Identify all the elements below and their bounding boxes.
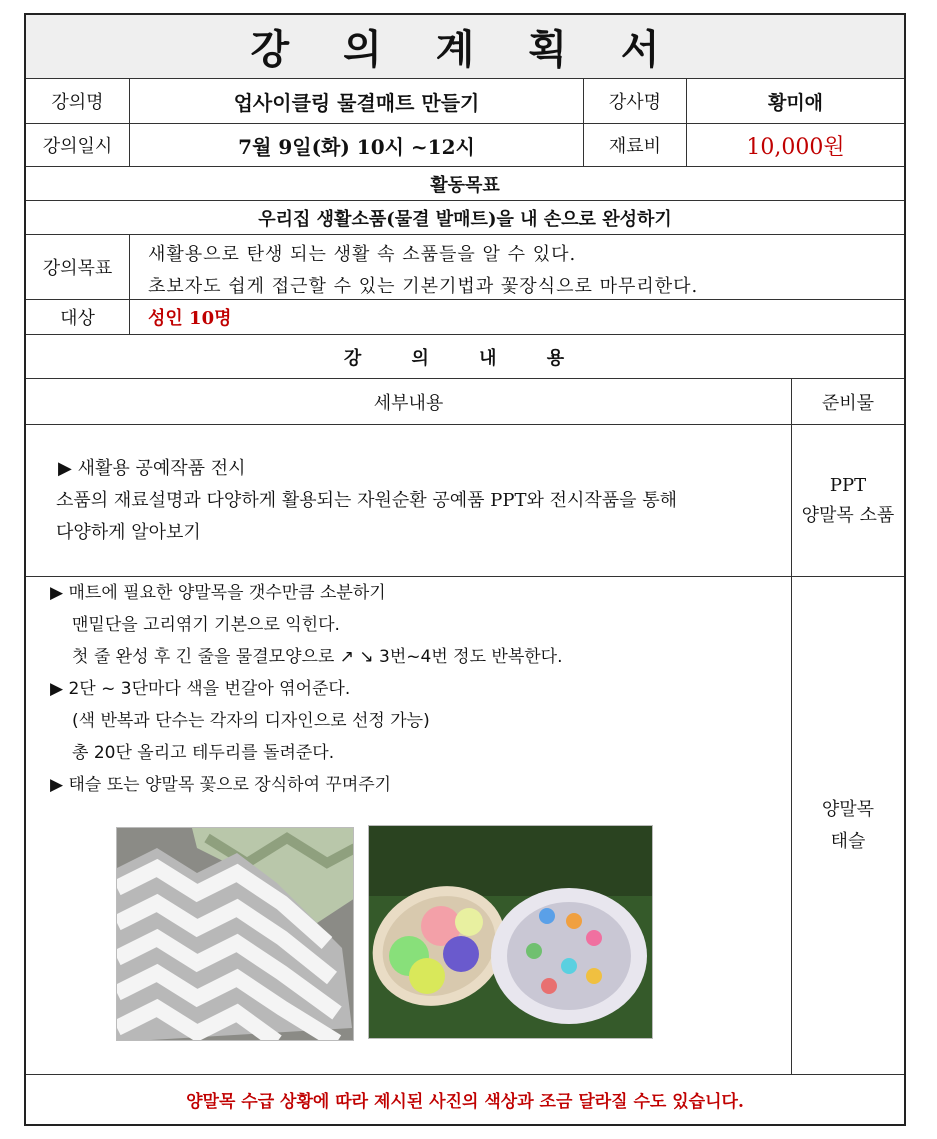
objective-label: 강의목표 bbox=[42, 258, 113, 279]
activity-goal-row bbox=[26, 201, 904, 235]
section-2-line: ▶ 매트에 필요한 양말목을 갯수만큼 소분하기 bbox=[50, 583, 386, 603]
target-row bbox=[26, 300, 904, 335]
section-2-line: ▶ 2단 ~ 3단마다 색을 번갈아 엮어준다. bbox=[50, 679, 351, 699]
section-1-prep-item: 양말목 소품 bbox=[801, 504, 895, 526]
activity-heading-row bbox=[26, 167, 904, 201]
objective-line: 초보자도 쉽게 접근할 수 있는 기본기법과 꽃장식으로 마무리한다. bbox=[148, 276, 699, 297]
material-fee: 10,000원 bbox=[746, 134, 845, 160]
activity-goal: 우리집 생활소품(물결 발매트)을 내 손으로 완성하기 bbox=[258, 208, 672, 230]
content-heading: 강 의 내 용 bbox=[343, 347, 587, 369]
basket-flowers-photo bbox=[368, 825, 653, 1039]
objective-row bbox=[26, 235, 904, 300]
lecture-name: 업사이클링 물결매트 만들기 bbox=[233, 90, 480, 115]
instructor-label: 강사명 bbox=[608, 92, 662, 113]
section-1-row bbox=[26, 425, 904, 577]
section-1-line: 소품의 재료설명과 다양하게 활용되는 자원순환 공예품 PPT와 전시작품을 통해 bbox=[56, 490, 678, 511]
content-heading-row bbox=[26, 335, 904, 379]
lecture-name-row bbox=[26, 79, 904, 124]
objective-lines bbox=[148, 235, 904, 299]
detail-header: 세부내용 bbox=[373, 392, 444, 414]
section-1-prep-item: PPT bbox=[829, 474, 867, 496]
section-1-text bbox=[26, 425, 677, 549]
page-title: 강 의 계 획 서 bbox=[250, 27, 680, 73]
content-table-header bbox=[26, 379, 904, 425]
section-1-bullet: ▶ 새활용 공예작품 전시 bbox=[58, 458, 246, 479]
lecture-plan-sheet bbox=[24, 13, 906, 1126]
target-value: 성인 10명 bbox=[148, 308, 232, 329]
section-1-line: 다양하게 알아보기 bbox=[56, 522, 201, 543]
section-2-text bbox=[26, 577, 563, 801]
footer-note: 양말목 수급 상황에 따라 제시된 사진의 색상과 조금 달라질 수도 있습니다. bbox=[186, 1092, 744, 1112]
prep-header: 준비물 bbox=[821, 392, 875, 414]
title-row bbox=[26, 15, 904, 79]
section-2-line: 총 20단 올리고 테두리를 돌려준다. bbox=[72, 743, 335, 763]
target-label: 대상 bbox=[60, 308, 95, 329]
lecture-name-label: 강의명 bbox=[51, 92, 104, 113]
section-2-prep-item: 태슬 bbox=[830, 830, 866, 852]
date-label: 강의일시 bbox=[42, 136, 113, 157]
section-2-line: (색 반복과 단수는 각자의 디자인으로 선정 가능) bbox=[72, 711, 430, 731]
wave-mat-photo bbox=[116, 827, 354, 1041]
section-2-line: 첫 줄 완성 후 긴 줄을 물결모양으로 ↗ ↘ 3번~4번 정도 반복한다. bbox=[72, 647, 563, 667]
objective-line: 새활용으로 탄생 되는 생활 속 소품들을 알 수 있다. bbox=[148, 244, 577, 265]
section-2-row bbox=[26, 577, 904, 1075]
date-row bbox=[26, 124, 904, 167]
lecture-date: 7월 9일(화) 10시 ~12시 bbox=[238, 134, 475, 159]
fee-label: 재료비 bbox=[608, 136, 662, 157]
instructor-name: 황미애 bbox=[767, 91, 824, 114]
section-2-line: ▶ 태슬 또는 양말목 꽃으로 장식하여 꾸며주기 bbox=[50, 775, 392, 795]
section-2-prep-item: 양말목 bbox=[821, 798, 875, 820]
section-2-line: 맨밑단을 고리엮기 기본으로 익힌다. bbox=[72, 615, 340, 635]
activity-heading: 활동목표 bbox=[430, 174, 500, 196]
footer-row bbox=[26, 1075, 904, 1124]
